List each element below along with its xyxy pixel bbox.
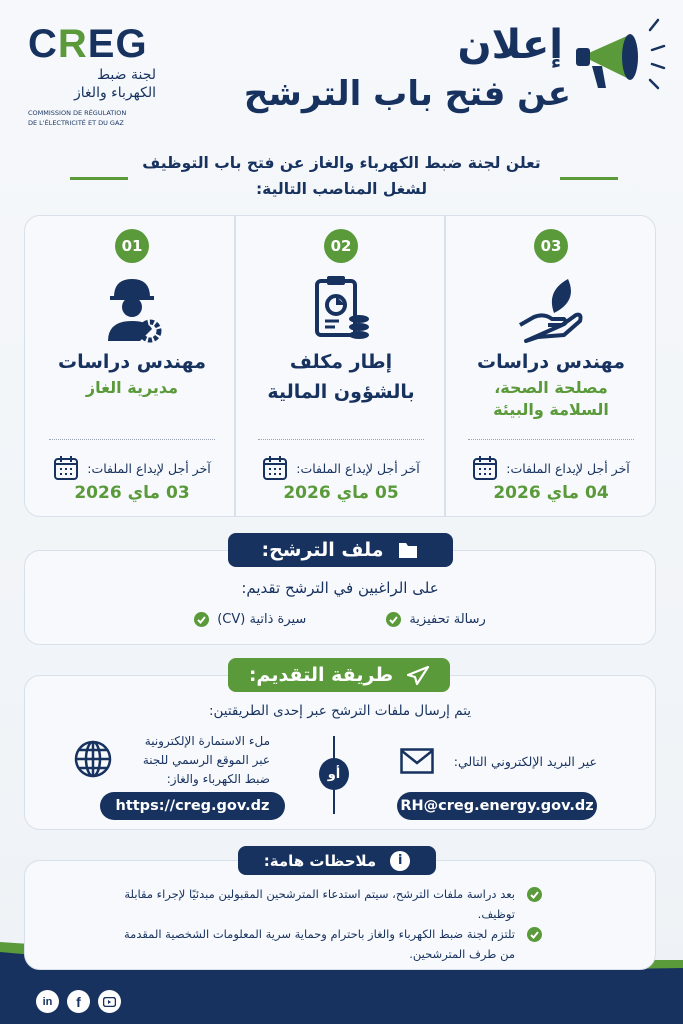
deadline-date: 05 ماي 2026: [283, 483, 399, 503]
check-icon: [194, 612, 209, 627]
page-title: إعلان: [457, 22, 563, 68]
job-number: 02: [324, 229, 358, 263]
calendar-icon: [53, 455, 79, 481]
website-link[interactable]: https://creg.gov.dz: [100, 792, 285, 820]
linkedin-icon[interactable]: in: [36, 990, 59, 1013]
logo-arabic: لجنة ضبط الكهرباء والغاز: [74, 67, 156, 101]
mail-icon: [400, 748, 434, 774]
job-card-02: [236, 215, 446, 517]
note-item: تلتزم لجنة ضبط الكهرباء والغاز باحترام وحماية سرية المعلومات الشخصية المقدمة من طرف المترشحين.: [110, 924, 542, 964]
email-label: عير البريد الإلكتروني التالي:: [453, 754, 597, 769]
email-link[interactable]: RH@creg.energy.gov.dz: [397, 792, 597, 820]
notes-list: [110, 884, 542, 964]
calendar-icon: [472, 455, 498, 481]
clipboard-chart-coins-icon: [309, 273, 373, 343]
deadline-label: آخر أجل لإيداع الملفات:: [296, 460, 420, 476]
send-icon: [407, 665, 429, 685]
job-card-03: [446, 215, 656, 517]
facebook-icon[interactable]: f: [67, 990, 90, 1013]
apply-text: يتم إرسال ملفات الترشح عبر إحدى الطريقتين:: [208, 703, 472, 719]
calendar-icon: [262, 455, 288, 481]
or-badge: أو: [319, 758, 349, 790]
job-number: 03: [534, 229, 568, 263]
file-item: سيرة ذاتية (CV): [194, 612, 306, 627]
intro-text: تعلن لجنة ضبط الكهرباء والغاز عن فتح باب التوظيف لشغل المناصب التالية:: [142, 154, 541, 198]
job-title: مهندس دراسات: [477, 351, 625, 373]
engineer-gear-icon: [100, 273, 164, 343]
job-card-01: [27, 215, 237, 517]
deadline-label: آخر أجل لإيداع الملفات:: [87, 460, 211, 476]
job-number: 01: [115, 229, 149, 263]
job-title: إطار مكلف بالشؤون المالية: [267, 351, 415, 403]
job-title: مهندس دراسات: [58, 351, 206, 373]
file-items: [24, 612, 656, 627]
page-subtitle: عن فتح باب الترشح: [243, 74, 571, 114]
file-text: على الراغبين في الترشح تقديم:: [241, 579, 439, 597]
check-icon: [527, 887, 542, 902]
file-heading: ملف الترشح:: [228, 533, 453, 567]
hand-leaf-icon: [516, 273, 586, 343]
check-icon: [386, 612, 401, 627]
deadline-label: آخر أجل لإيداع الملفات:: [506, 460, 630, 476]
folder-icon: [397, 540, 419, 560]
web-text: ملء الاستمارة الإلكترونية عبر الموقع الرسمي للجنة ضبط الكهرباء والغاز:: [142, 734, 270, 786]
job-department: مصلحة الصحة، السلامة والبيئة: [493, 378, 609, 419]
social-links: [36, 990, 121, 1013]
globe-icon: [74, 740, 112, 778]
megaphone-icon: [572, 16, 668, 96]
youtube-icon[interactable]: [98, 990, 121, 1013]
notes-heading: i ملاحظات هامة:: [238, 846, 436, 875]
divider-right: [560, 177, 618, 180]
info-icon: i: [390, 851, 410, 871]
logo-french: COMMISSION DE RÉGULATION DE L'ÉLECTRICITÉ ET DU GAZ: [28, 109, 127, 127]
check-icon: [527, 927, 542, 942]
creg-logo: CREG: [28, 22, 148, 66]
deadline-date: 03 ماي 2026: [74, 483, 190, 503]
apply-heading: طريقة التقديم:: [228, 658, 450, 692]
file-item: رسالة تحفيزية: [386, 612, 485, 627]
job-department: مديرية الغاز: [85, 378, 179, 397]
note-item: بعد دراسة ملفات الترشح، سيتم استدعاء المترشحين المقبولين مبدئيًا لإجراء مقابلة توظيف.: [110, 884, 542, 924]
deadline-date: 04 ماي 2026: [493, 483, 609, 503]
